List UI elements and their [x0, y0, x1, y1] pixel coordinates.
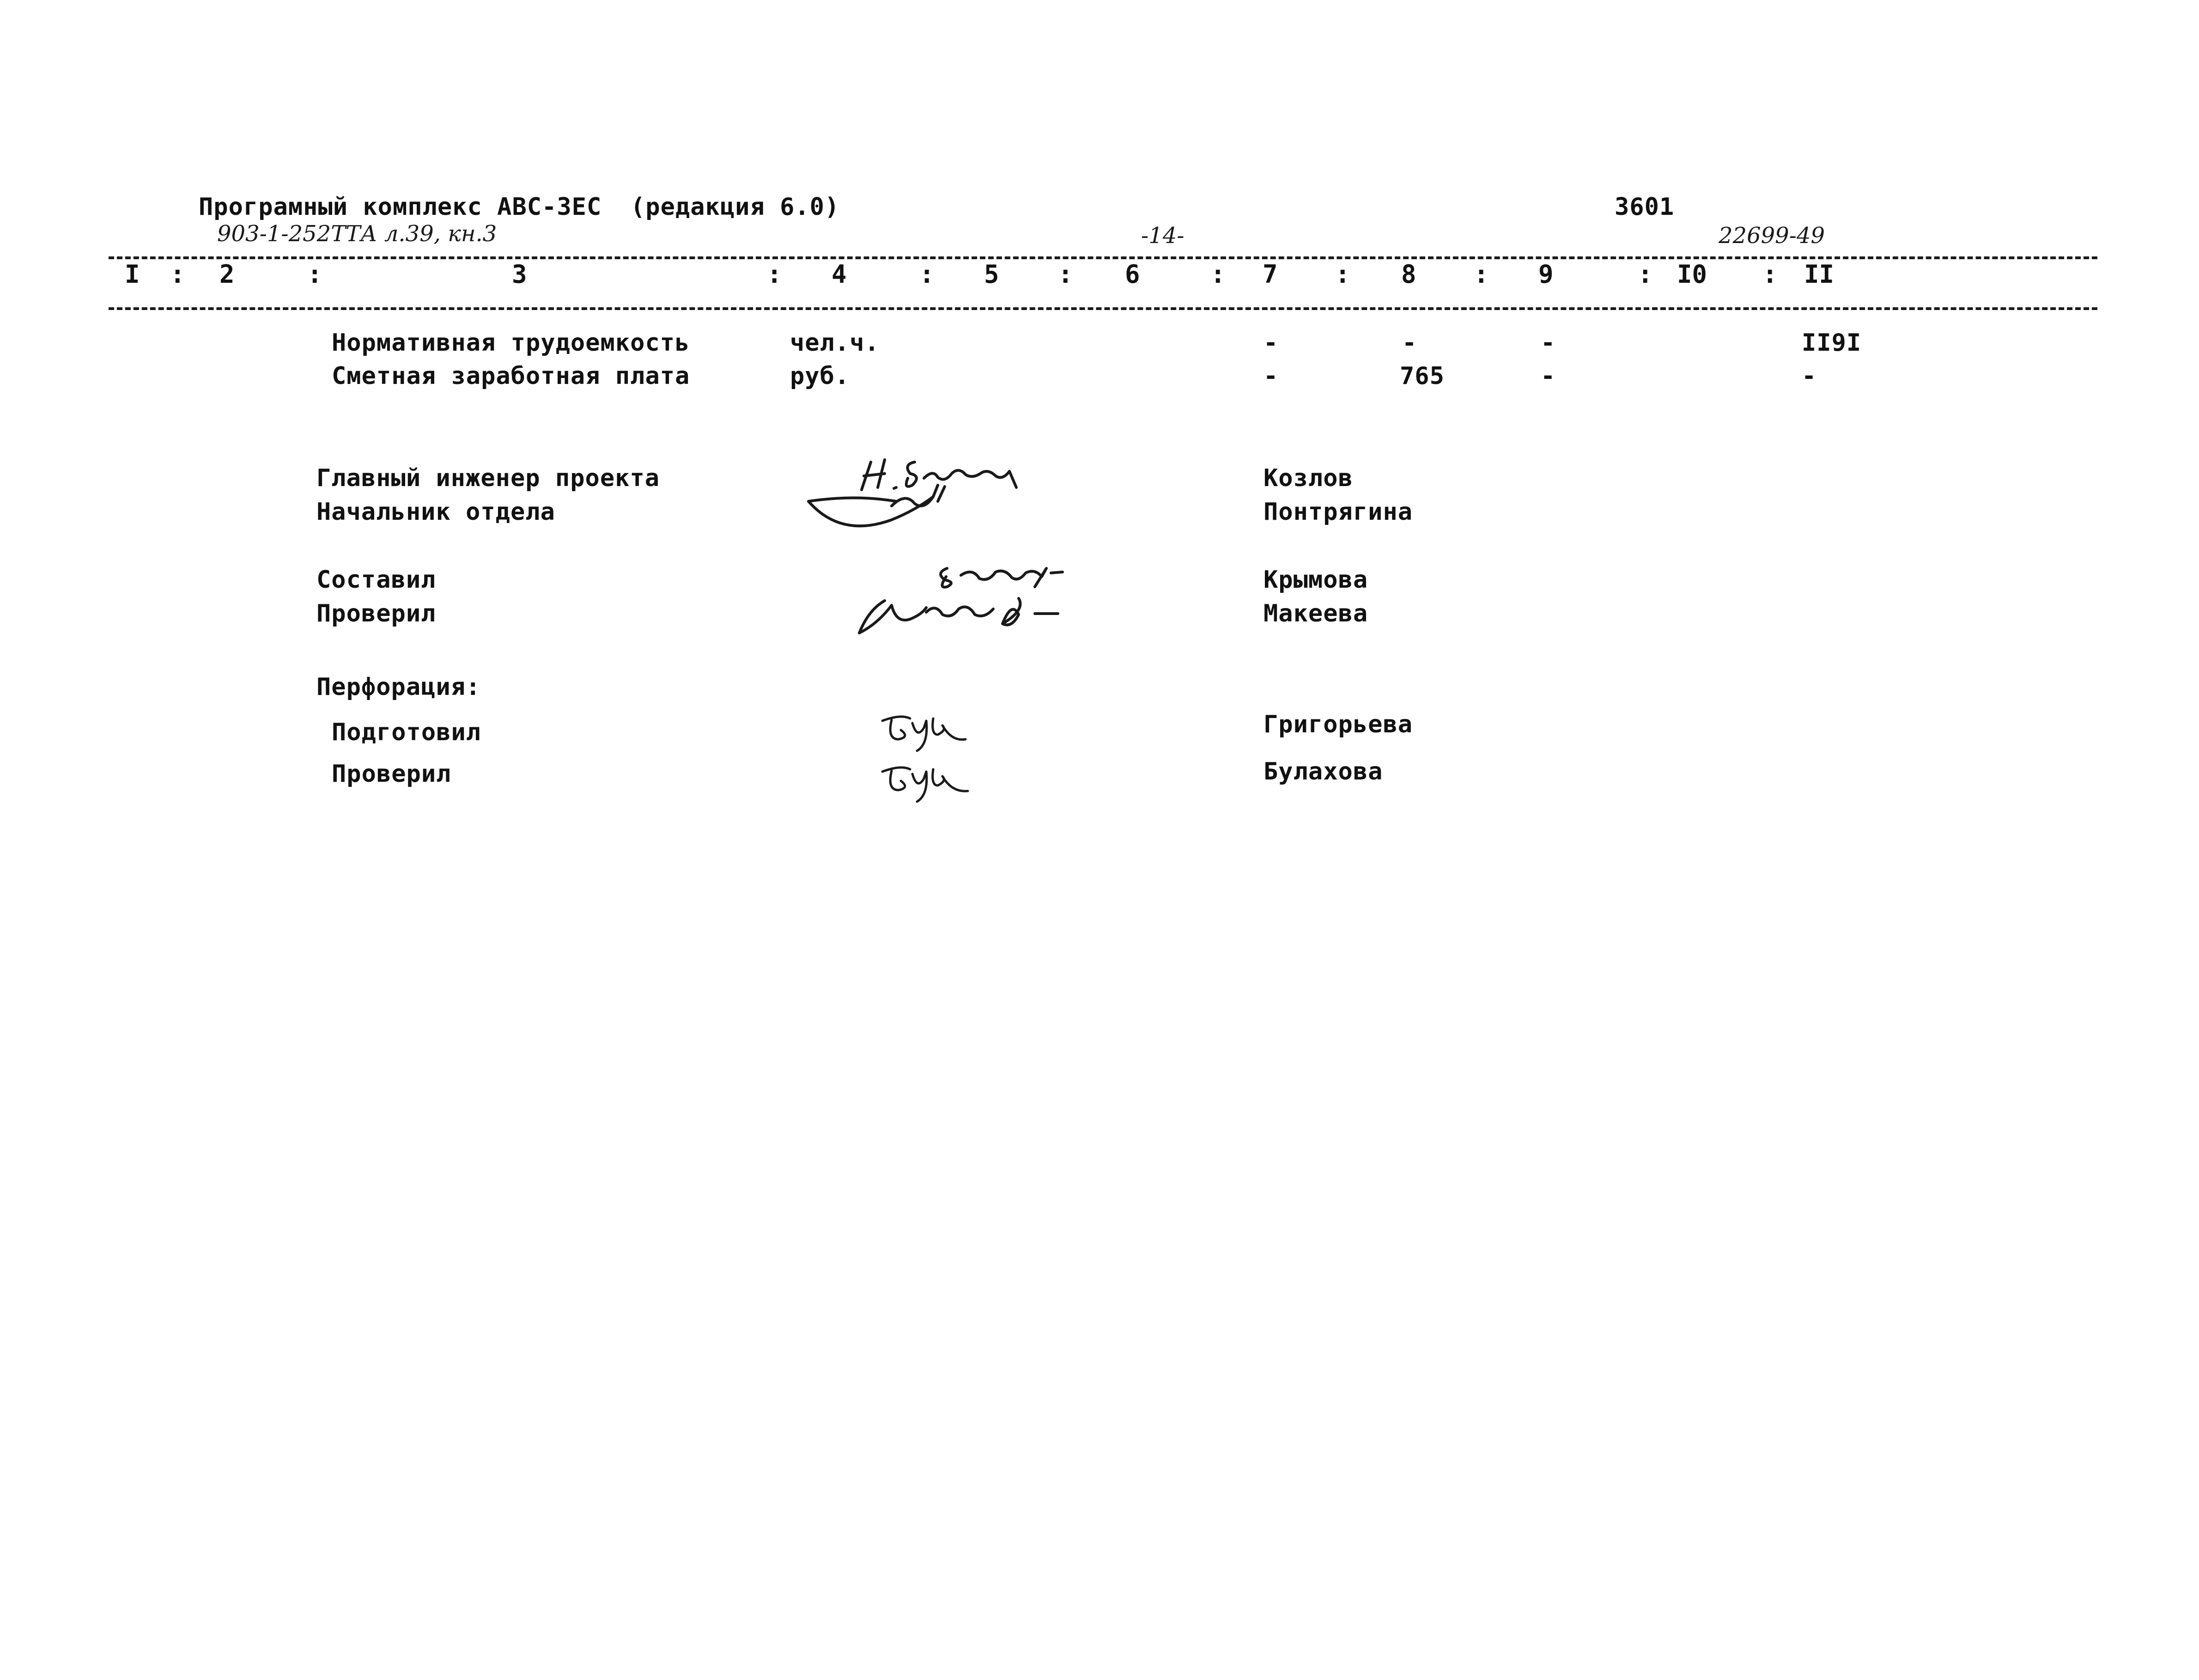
row-col11: II9I	[1802, 329, 1862, 357]
column-header-7: 7	[1263, 260, 1278, 289]
header-divider-bottom	[109, 307, 2097, 310]
column-separator: :	[1335, 260, 1350, 289]
signature-role: Проверил	[316, 600, 436, 627]
row-col8: 765	[1400, 362, 1445, 390]
column-header-2: 2	[219, 260, 235, 289]
program-title: Програмный комплекс АВС-3ЕС	[199, 193, 602, 221]
row-unit: чел.ч.	[790, 329, 880, 357]
row-col7: -	[1264, 362, 1279, 390]
column-separator: :	[307, 260, 322, 289]
column-header-9: 9	[1538, 260, 1554, 289]
column-header-1: I	[125, 260, 140, 289]
signature-name: Крымова	[1264, 566, 1368, 594]
signature-name: Понтрягина	[1264, 498, 1413, 526]
signature-role: Подготовил	[332, 718, 481, 746]
column-separator: :	[1210, 260, 1226, 289]
signature-role: Начальник отдела	[316, 498, 555, 526]
column-separator: :	[919, 260, 935, 289]
row-col9: -	[1541, 329, 1556, 357]
row-unit: руб.	[790, 362, 850, 390]
row-col11: -	[1802, 362, 1817, 390]
signature-role: Составил	[316, 566, 436, 594]
handwritten-signature-chief-engineer	[799, 450, 1058, 543]
handwritten-signature-compiler	[841, 554, 1100, 642]
row-col9: -	[1541, 362, 1556, 390]
signature-name: Макеева	[1264, 600, 1368, 627]
row-col8: -	[1402, 329, 1417, 357]
doc-code: 3601	[1615, 193, 1675, 221]
handwritten-initials-checked	[873, 758, 984, 809]
column-separator: :	[767, 260, 782, 289]
header-divider-top	[109, 256, 2097, 259]
column-header-8: 8	[1401, 260, 1416, 289]
signature-role: Проверил	[332, 760, 451, 788]
page-number: -14-	[1141, 223, 1185, 249]
project-code-handwritten: 903-1-252ТТА л.39, кн.3	[217, 221, 497, 247]
column-header-11: II	[1804, 260, 1835, 289]
column-header-5: 5	[984, 260, 999, 289]
edition: (редакция 6.0)	[631, 193, 840, 221]
signature-role: Главный инженер проекта	[316, 464, 660, 492]
column-header-3: 3	[512, 260, 527, 289]
column-separator: :	[170, 260, 185, 289]
signature-name: Козлов	[1264, 464, 1353, 492]
column-header-6: 6	[1125, 260, 1140, 289]
registration-number: 22699-49	[1719, 223, 1825, 249]
signature-name: Григорьева	[1264, 711, 1413, 738]
column-header-4: 4	[832, 260, 847, 289]
column-header-10: I0	[1677, 260, 1707, 289]
perforation-title: Перфорация:	[316, 673, 481, 701]
row-name: Нормативная трудоемкость	[332, 329, 690, 357]
column-separator: :	[1058, 260, 1073, 289]
row-name: Сметная заработная плата	[332, 362, 690, 390]
column-separator: :	[1474, 260, 1489, 289]
signature-name: Булахова	[1264, 758, 1383, 785]
column-separator: :	[1762, 260, 1778, 289]
handwritten-initials-prepared	[873, 707, 984, 758]
column-separator: :	[1638, 260, 1653, 289]
row-col7: -	[1264, 329, 1279, 357]
